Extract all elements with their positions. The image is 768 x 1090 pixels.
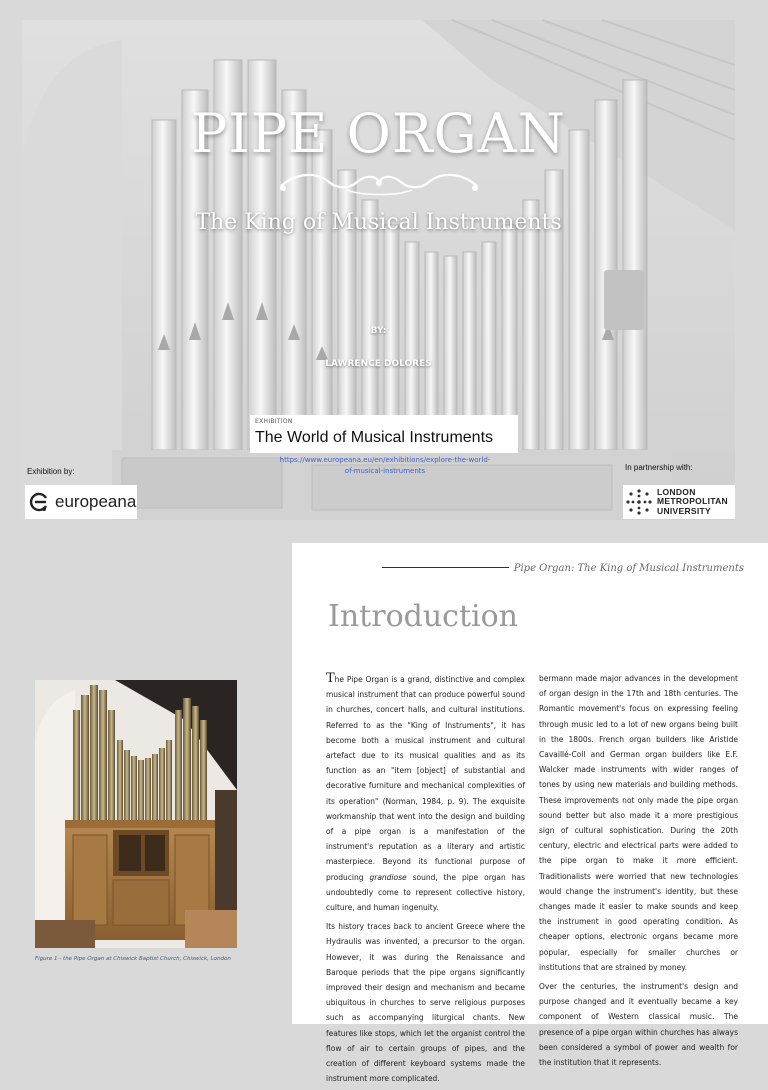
pipe-organ-image — [35, 680, 237, 948]
cover-subtitle: The King of Musical Instruments — [195, 210, 562, 235]
running-header: Pipe Organ: The King of Musical Instruments — [513, 563, 744, 574]
london-met-logo — [623, 485, 735, 519]
london-met-line-2: METROPOLITAN — [657, 496, 728, 507]
europeana-logo — [25, 485, 137, 519]
paragraph-1 — [326, 671, 525, 915]
organ-photo — [35, 680, 237, 948]
exhibition-by-label: Exhibition by: — [27, 467, 75, 476]
exhibition-banner — [250, 415, 518, 453]
exhibition-link-line-1[interactable]: https://www.europeana.eu/en/exhibitions/explore-the-world- — [279, 456, 491, 464]
partnership-label: In partnership with: — [625, 463, 693, 472]
drop-cap: T — [326, 671, 335, 686]
paragraph-3: bermann made major advances in the development of organ design in the 17th and 18th centuries. The Romantic movement's focus on expressing feeling through music led to a lot of new organs being built in the 1800s. French organ builders like Aristide Cavaillé-Coll and German organ builders like E.F. Walcker made instruments with wider ranges of tones by using new materials and building methods. These improvements not only made the pipe organ sound better but also made it a more prestigious sign of cultural sophistication. During the 20th century, electric and electrical parts were added to the pipe organ to make it more efficient. Traditionalists were worried that new technologies would change the instrument's identity, but these changes made it easier to make sounds and keep the instrument in good operating condition. As cheaper options, electronic organs became more popular, especially for smaller churches or institutions that are strained by money. — [539, 674, 738, 972]
london-met-logo-text — [657, 488, 728, 517]
london-met-line-3: UNIVERSITY — [657, 505, 712, 516]
paragraph-2: Its history traces back to ancient Greece where the Hydraulis was invented, a precursor to the organ. However, it was during the Renaissance and Baroque periods that the pipe organs significantly improved their design and mechanism and became ubiquitous in churches to serve religious purposes such as accompanying liturgical chants. New features like stops, which let the organist control the flow of air to certain groups of pipes, and the creation of different keyboard systems made the instrument more complicated. — [326, 922, 525, 1084]
cover-title: PIPE ORGAN — [191, 102, 566, 165]
london-met-line-1: LONDON — [657, 486, 696, 497]
exhibition-link[interactable] — [260, 455, 510, 477]
paragraph-4: Over the centuries, the instrument's design and purpose changed and it eventually became a key component of Western classical music. The presence of a pipe organ within churches has always been considered a symbol of power and wealth for the institution that it represents. — [539, 982, 738, 1068]
figure-caption: Figure 1 - the Pipe Organ at Chiswick Baptist Church, Chiswick, London — [35, 956, 231, 962]
exhibition-name: The World of Musical Instruments — [255, 429, 494, 446]
europeana-logo-text: europeana — [55, 492, 137, 511]
london-met-emblem-icon — [626, 489, 652, 515]
byline-label: BY: — [370, 326, 387, 336]
paragraph-1-text-b: sound, the pipe organ has undoubtedly come to represent collective history, culture, and human ingenuity. — [326, 872, 525, 913]
paragraph-1-text-a: he Pipe Organ is a grand, distinctive and complex musical instrument that can produce powerful sound in churches, concert halls, and cultural institutions. Referred to as the "King of Instruments", it has become both a musical instrument and cultural artefact due to its musical qualities and as its function as an "item [object] of substantial and decorative furniture and mechanical complexities of its operation" (Norman, 1984, p. 9). The exquisite workmanship that went into the design and building of a pipe organ is a manifestation of the instrument's reputation as a literary and artistic masterpiece. Beyond its functional purpose of producing — [326, 675, 525, 882]
section-heading: Introduction — [328, 599, 518, 634]
exhibition-link-line-2[interactable]: of-musical-instruments — [344, 467, 426, 475]
cover-panel — [22, 20, 735, 520]
author-name: LAWRENCE DOLORES — [325, 359, 432, 369]
exhibition-tag: EXHIBITION — [255, 418, 293, 425]
header-rule — [382, 567, 509, 568]
text-column-right — [539, 671, 738, 1074]
europeana-e-icon — [29, 491, 51, 513]
text-column-left — [326, 671, 525, 1090]
ornament-flourish-icon — [277, 166, 482, 200]
paragraph-1-emphasis: grandiose — [369, 872, 407, 882]
article-page — [292, 543, 768, 1084]
